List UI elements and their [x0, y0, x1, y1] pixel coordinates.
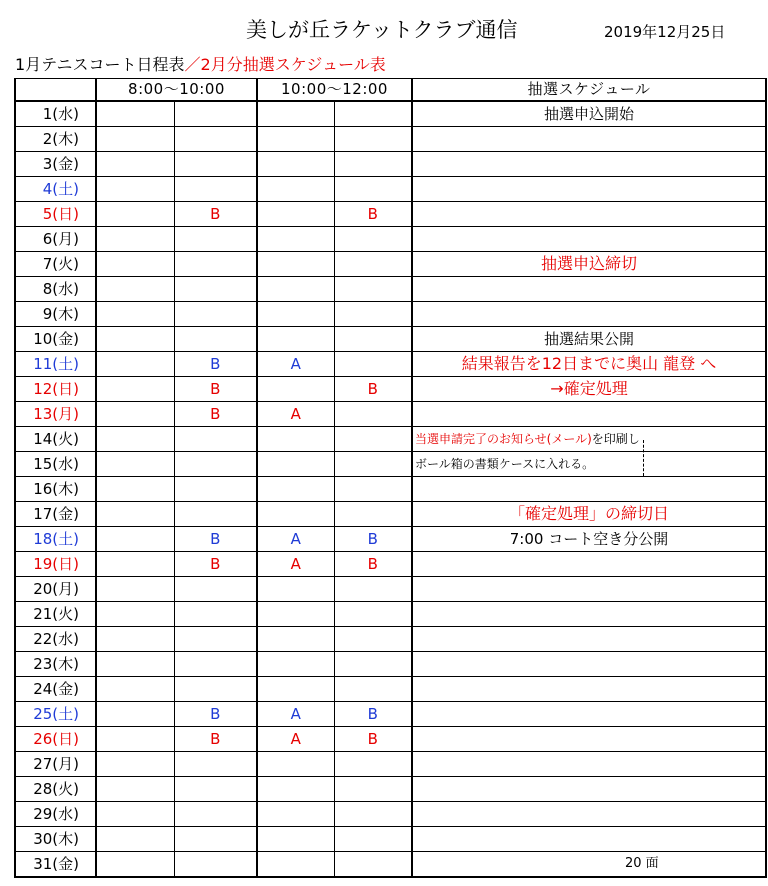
table-row [15, 602, 766, 627]
schedule-note: 抽選結果公開 [412, 327, 766, 352]
court-cell [257, 452, 334, 477]
header-lottery-schedule: 抽選スケジュール [412, 79, 766, 102]
table-row [15, 152, 766, 177]
court-cell [257, 502, 334, 527]
date-cell: 21(火) [15, 602, 96, 627]
schedule-note [412, 777, 766, 802]
date-cell: 3(金) [15, 152, 96, 177]
table-row [15, 652, 766, 677]
table-row [15, 702, 766, 727]
court-cell: B [174, 552, 257, 577]
date-cell: 11(土) [15, 352, 96, 377]
court-cell [96, 302, 174, 327]
court-cell [174, 627, 257, 652]
date-cell: 17(金) [15, 502, 96, 527]
court-cell [257, 302, 334, 327]
table-row [15, 302, 766, 327]
table-row [15, 577, 766, 602]
date-cell: 28(火) [15, 777, 96, 802]
court-cell: B [334, 377, 412, 402]
court-cell [257, 752, 334, 777]
court-cell [96, 227, 174, 252]
date-cell: 1(水) [15, 101, 96, 127]
court-cell [96, 727, 174, 752]
schedule-note [412, 552, 766, 577]
date-cell: 27(月) [15, 752, 96, 777]
schedule-note [412, 127, 766, 152]
header-row [15, 79, 766, 102]
court-cell [174, 652, 257, 677]
date-cell: 29(水) [15, 802, 96, 827]
court-cell [334, 327, 412, 352]
court-cell [96, 202, 174, 227]
date-cell: 26(日) [15, 727, 96, 752]
court-cell: A [257, 527, 334, 552]
court-cell [334, 602, 412, 627]
table-row [15, 802, 766, 827]
court-cell: B [334, 702, 412, 727]
court-cell [96, 527, 174, 552]
court-cell [96, 252, 174, 277]
table-row [15, 277, 766, 302]
court-cell: A [257, 352, 334, 377]
header-slot-morning: 8:00〜10:00 [96, 79, 257, 102]
table-row [15, 427, 766, 452]
table-subtitle [15, 52, 386, 75]
court-cell: B [334, 727, 412, 752]
court-cell [96, 127, 174, 152]
court-cell [257, 177, 334, 202]
court-cell [96, 327, 174, 352]
schedule-note [412, 202, 766, 227]
court-cell [257, 602, 334, 627]
court-cell [96, 477, 174, 502]
court-cell [334, 127, 412, 152]
date-cell: 8(水) [15, 277, 96, 302]
court-cell [334, 252, 412, 277]
schedule-note [412, 802, 766, 827]
schedule-note: 7:00 コート空き分公開 [412, 527, 766, 552]
court-cell [257, 577, 334, 602]
court-cell [96, 377, 174, 402]
court-cell: A [257, 702, 334, 727]
court-cell [334, 302, 412, 327]
court-cell [96, 802, 174, 827]
schedule-note [412, 177, 766, 202]
court-cell [174, 227, 257, 252]
schedule-note [412, 427, 766, 452]
schedule-note [412, 152, 766, 177]
court-cell [334, 402, 412, 427]
court-cell: B [174, 377, 257, 402]
court-cell [334, 277, 412, 302]
table-row [15, 127, 766, 152]
date-cell: 9(木) [15, 302, 96, 327]
court-cell [174, 101, 257, 127]
table-row [15, 402, 766, 427]
court-cell: B [174, 352, 257, 377]
court-cell [174, 177, 257, 202]
table-row [15, 627, 766, 652]
document-title: 美しが丘ラケットクラブ通信 [246, 18, 518, 42]
table-row [15, 101, 766, 127]
court-cell [257, 477, 334, 502]
court-cell [96, 777, 174, 802]
court-schedule-table [14, 78, 767, 878]
court-cell [174, 152, 257, 177]
schedule-note [412, 827, 766, 852]
date-cell: 13(月) [15, 402, 96, 427]
schedule-note [412, 727, 766, 752]
court-cell [334, 152, 412, 177]
court-cell [257, 427, 334, 452]
table-row [15, 452, 766, 477]
date-cell: 10(金) [15, 327, 96, 352]
court-cell [334, 802, 412, 827]
date-cell: 5(日) [15, 202, 96, 227]
date-cell: 24(金) [15, 677, 96, 702]
date-cell: 7(火) [15, 252, 96, 277]
date-cell: 16(木) [15, 477, 96, 502]
subtitle-lottery: ／2月分抽選スケジュール表 [184, 55, 386, 74]
court-cell [174, 327, 257, 352]
court-cell [96, 602, 174, 627]
schedule-note [412, 302, 766, 327]
schedule-note [412, 677, 766, 702]
court-cell [257, 377, 334, 402]
court-cell [257, 627, 334, 652]
court-cell: B [174, 527, 257, 552]
court-cell [257, 227, 334, 252]
court-cell [174, 852, 257, 878]
date-cell: 23(木) [15, 652, 96, 677]
schedule-note [412, 702, 766, 727]
schedule-note: 結果報告を12日までに奥山 龍登 へ [412, 352, 766, 377]
schedule-note [412, 277, 766, 302]
court-cell [257, 101, 334, 127]
subtitle-main: 1月テニスコート日程表 [15, 55, 185, 74]
court-cell: B [174, 202, 257, 227]
court-cell [334, 477, 412, 502]
schedule-note: 抽選申込開始 [412, 101, 766, 127]
court-cell [334, 352, 412, 377]
court-cell [334, 827, 412, 852]
table-row [15, 177, 766, 202]
schedule-note [412, 227, 766, 252]
court-cell [334, 677, 412, 702]
schedule-note [412, 602, 766, 627]
court-cell [96, 452, 174, 477]
court-cell [174, 677, 257, 702]
schedule-note [412, 652, 766, 677]
table-row [15, 477, 766, 502]
court-cell [257, 852, 334, 878]
court-cell: B [174, 702, 257, 727]
schedule-note: 「確定処理」の締切日 [412, 502, 766, 527]
court-cell [334, 177, 412, 202]
court-cell [174, 427, 257, 452]
header-slot-late-morning: 10:00〜12:00 [257, 79, 412, 102]
table-row [15, 502, 766, 527]
schedule-note [412, 477, 766, 502]
court-cell [257, 277, 334, 302]
table-row [15, 727, 766, 752]
header-date [15, 79, 96, 102]
court-cell [174, 127, 257, 152]
table-row [15, 202, 766, 227]
note-red-part: 当選申請完了のお知らせ(メール) [415, 432, 592, 446]
date-cell: 25(土) [15, 702, 96, 727]
court-cell [257, 777, 334, 802]
court-cell [257, 127, 334, 152]
table-row [15, 352, 766, 377]
date-cell: 4(土) [15, 177, 96, 202]
court-cell [96, 427, 174, 452]
court-cell [334, 101, 412, 127]
table-row [15, 327, 766, 352]
court-cell [96, 627, 174, 652]
court-cell [334, 427, 412, 452]
court-cell [334, 852, 412, 878]
court-cell [174, 477, 257, 502]
table-row [15, 227, 766, 252]
court-cell: A [257, 727, 334, 752]
court-cell [257, 677, 334, 702]
note-black-part: を印刷し [591, 432, 640, 446]
court-cell [257, 827, 334, 852]
court-cell [174, 277, 257, 302]
court-cell [174, 602, 257, 627]
date-cell: 30(木) [15, 827, 96, 852]
court-cell [96, 552, 174, 577]
court-cell [334, 752, 412, 777]
dashed-marker [643, 440, 644, 476]
schedule-note [412, 402, 766, 427]
court-cell [96, 177, 174, 202]
court-cell: B [334, 202, 412, 227]
court-cell [334, 577, 412, 602]
schedule-note [412, 752, 766, 777]
court-cell [174, 752, 257, 777]
court-cell [174, 252, 257, 277]
court-cell [334, 627, 412, 652]
date-cell: 2(木) [15, 127, 96, 152]
court-cell [96, 752, 174, 777]
court-cell [174, 502, 257, 527]
court-cell [96, 152, 174, 177]
date-cell: 12(日) [15, 377, 96, 402]
table-row [15, 777, 766, 802]
court-cell [257, 252, 334, 277]
court-cell [96, 277, 174, 302]
date-cell: 20(月) [15, 577, 96, 602]
court-cell [96, 352, 174, 377]
court-cell [96, 402, 174, 427]
court-cell: A [257, 552, 334, 577]
table-row [15, 552, 766, 577]
court-cell [96, 577, 174, 602]
schedule-note: 20 面 [412, 852, 766, 878]
court-cell [96, 827, 174, 852]
court-cell [174, 302, 257, 327]
court-cell [174, 802, 257, 827]
date-cell: 19(日) [15, 552, 96, 577]
court-cell: B [174, 402, 257, 427]
court-cell [96, 677, 174, 702]
court-cell: A [257, 402, 334, 427]
table-row [15, 527, 766, 552]
court-cell [334, 777, 412, 802]
court-cell [96, 101, 174, 127]
court-cell [257, 327, 334, 352]
court-cell [174, 452, 257, 477]
court-cell [257, 652, 334, 677]
court-cell [96, 702, 174, 727]
court-cell [257, 202, 334, 227]
date-cell: 22(水) [15, 627, 96, 652]
table-row [15, 827, 766, 852]
court-cell [96, 852, 174, 878]
court-cell [96, 652, 174, 677]
schedule-note: ボール箱の書類ケースに入れる。 [412, 452, 766, 477]
date-cell: 14(火) [15, 427, 96, 452]
date-cell: 15(水) [15, 452, 96, 477]
table-row [15, 852, 766, 878]
court-cell [334, 652, 412, 677]
date-cell: 6(月) [15, 227, 96, 252]
schedule-note: →確定処理 [412, 377, 766, 402]
court-cell [174, 577, 257, 602]
court-cell [257, 152, 334, 177]
court-cell [334, 227, 412, 252]
court-cell: B [174, 727, 257, 752]
table-row [15, 677, 766, 702]
table-row [15, 252, 766, 277]
court-cell [174, 777, 257, 802]
court-cell [257, 802, 334, 827]
schedule-note [412, 627, 766, 652]
table-row [15, 752, 766, 777]
court-cell: B [334, 552, 412, 577]
court-cell [334, 452, 412, 477]
court-cell [96, 502, 174, 527]
date-cell: 18(土) [15, 527, 96, 552]
court-cell: B [334, 527, 412, 552]
schedule-note [412, 577, 766, 602]
issue-date: 2019年12月25日 [604, 23, 726, 41]
date-cell: 31(金) [15, 852, 96, 878]
court-cell [334, 502, 412, 527]
schedule-rows [15, 101, 766, 877]
court-cell [174, 827, 257, 852]
table-row [15, 377, 766, 402]
schedule-note: 抽選申込締切 [412, 252, 766, 277]
